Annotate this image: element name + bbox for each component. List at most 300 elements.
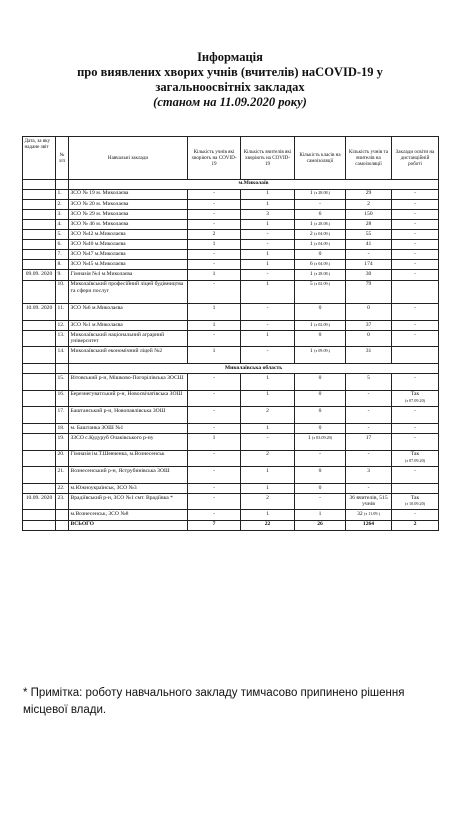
table-row: [23, 230, 439, 240]
total-teachers: 22: [241, 520, 295, 530]
students-sick-cell: -: [188, 209, 241, 219]
covid-report-table: [22, 136, 439, 531]
people-value: -: [367, 484, 370, 491]
school-name-cell: м.Вознесенськ, ЗСО №8: [69, 510, 188, 520]
distance-value: -: [414, 210, 416, 217]
table-row: [23, 304, 439, 321]
report-date-cell: [23, 450, 56, 467]
people-isolation-cell: [346, 433, 392, 450]
distance-value: -: [414, 467, 416, 474]
classes-date-note: (з 02.09.): [314, 321, 331, 327]
report-date-cell: [23, 280, 56, 304]
students-sick-cell: -: [188, 390, 241, 407]
distance-value: -: [414, 434, 416, 441]
classes-value: 0: [318, 374, 322, 381]
title-line-2: про виявлених хворих учнів (вчителів) наCOVID-19 у: [77, 65, 383, 79]
table-header-row: [23, 137, 439, 180]
classes-date-note: (з 04.09.): [314, 261, 331, 267]
table-row: [23, 209, 439, 219]
people-value: 55: [365, 230, 372, 237]
school-name-cell: Березнегуватський р-н, Новосвічатівська ЗОШ: [69, 390, 188, 407]
row-number-cell: 5.: [56, 230, 69, 240]
classes-isolation-cell: [295, 407, 346, 424]
teachers-sick-cell: 1: [241, 199, 295, 209]
classes-isolation-cell: [295, 240, 346, 250]
classes-date-note: (з 03.09.20): [312, 434, 333, 440]
report-date-cell: 10.09. 2020: [23, 304, 56, 321]
students-sick-cell: -: [188, 510, 241, 520]
classes-value: 6: [309, 261, 313, 268]
distance-date-note: (з 07.09.20): [404, 457, 426, 463]
school-name-cell: ЗСО № 20 м. Миколаєва: [69, 199, 188, 209]
distance-learning-cell: [392, 510, 439, 520]
teachers-sick-cell: -: [241, 240, 295, 250]
distance-learning-cell: [392, 467, 439, 484]
distance-learning-cell: [392, 407, 439, 424]
school-name-cell: ЗСО №47 м.Миколаєва: [69, 250, 188, 260]
people-isolation-cell: [346, 330, 392, 347]
table-row: [23, 450, 439, 467]
people-value: 17: [365, 434, 372, 441]
classes-isolation-cell: [295, 423, 346, 433]
table-row: [23, 374, 439, 391]
teachers-sick-cell: -: [241, 433, 295, 450]
classes-value: 1: [309, 240, 313, 247]
distance-value: Так: [410, 391, 420, 398]
people-isolation-cell: [346, 390, 392, 407]
distance-learning-cell: [392, 347, 439, 364]
people-value: 5: [367, 374, 370, 381]
table-row: [23, 407, 439, 424]
classes-value: -: [319, 451, 321, 458]
students-sick-cell: -: [188, 330, 241, 347]
people-value: -: [367, 424, 370, 431]
row-number-cell: 1.: [56, 189, 69, 199]
row-number-cell: 7.: [56, 250, 69, 260]
people-isolation-cell: [346, 260, 392, 270]
teachers-sick-cell: 1: [241, 250, 295, 260]
distance-value: -: [414, 240, 416, 247]
teachers-sick-cell: -: [241, 320, 295, 330]
teachers-sick-cell: 1: [241, 423, 295, 433]
classes-isolation-cell: [295, 347, 346, 364]
distance-value: Так: [410, 451, 420, 458]
teachers-sick-cell: -: [241, 230, 295, 240]
row-number-cell: 6.: [56, 240, 69, 250]
people-isolation-cell: [346, 304, 392, 321]
students-sick-cell: -: [188, 374, 241, 391]
students-sick-cell: 1: [188, 433, 241, 450]
document-title: [0, 50, 460, 110]
report-date-cell: [23, 423, 56, 433]
classes-value: 0: [318, 467, 322, 474]
table-row: [23, 467, 439, 484]
distance-learning-cell: [392, 270, 439, 280]
row-number-cell: 23.: [56, 493, 69, 510]
classes-isolation-cell: [295, 250, 346, 260]
school-name-cell: м. Баштанка ЗОШ №1: [69, 423, 188, 433]
classes-value: 2: [309, 230, 313, 237]
total-distance: 2: [392, 520, 439, 530]
row-number-cell: 3.: [56, 209, 69, 219]
classes-date-note: (з 02.09.): [314, 281, 331, 287]
classes-isolation-cell: [295, 493, 346, 510]
table-row: [23, 390, 439, 407]
people-value: 36 вчителів, 515 учнів: [349, 494, 388, 507]
classes-value: 1: [309, 220, 313, 227]
title-date-line: (станом на 11.09.2020 року): [153, 95, 307, 109]
table-row: [23, 270, 439, 280]
report-date-cell: [23, 347, 56, 364]
distance-value: -: [414, 511, 416, 518]
classes-isolation-cell: [295, 467, 346, 484]
header-distance-learning: Заклади освіти на дистанційній роботі: [392, 137, 439, 180]
distance-learning-cell: [392, 433, 439, 450]
classes-date-note: (з 04.09.): [314, 230, 331, 236]
teachers-sick-cell: 1: [241, 483, 295, 493]
header-people-isolation: Кількість учнів та вчителів на самоізоляції: [346, 137, 392, 180]
header-teachers-sick: Кількість вчителів які хворіють на COVID-19: [241, 137, 295, 180]
people-isolation-cell: [346, 209, 392, 219]
row-number-cell: 15.: [56, 374, 69, 391]
people-value: 0: [367, 304, 370, 311]
classes-isolation-cell: [295, 374, 346, 391]
distance-learning-cell: [392, 320, 439, 330]
people-isolation-cell: [346, 493, 392, 510]
row-number-cell: 16.: [56, 390, 69, 407]
distance-value: -: [414, 321, 416, 328]
total-row: [23, 520, 439, 530]
report-date-cell: 09.09. 2020: [23, 270, 56, 280]
total-students: 7: [188, 520, 241, 530]
people-value: 37: [365, 321, 372, 328]
report-date-cell: 10.09. 2020: [23, 493, 56, 510]
table-row: [23, 280, 439, 304]
row-number-cell: 8.: [56, 260, 69, 270]
distance-learning-cell: [392, 199, 439, 209]
row-number-cell: 20.: [56, 450, 69, 467]
report-date-cell: [23, 230, 56, 240]
classes-value: -: [319, 494, 321, 501]
teachers-sick-cell: 1: [241, 260, 295, 270]
classes-isolation-cell: [295, 330, 346, 347]
teachers-sick-cell: 1: [241, 219, 295, 229]
people-value: 30: [365, 271, 372, 278]
report-date-cell: [23, 240, 56, 250]
row-number-cell: 17.: [56, 407, 69, 424]
school-name-cell: ЗСО №1 м.Миколаєва: [69, 320, 188, 330]
classes-isolation-cell: [295, 230, 346, 240]
people-isolation-cell: [346, 250, 392, 260]
distance-value: -: [414, 200, 416, 207]
table-row: [23, 433, 439, 450]
classes-value: 6: [318, 210, 322, 217]
classes-isolation-cell: [295, 304, 346, 321]
section-title-region: Миколаївська область: [69, 364, 439, 374]
section-title-city: м.Миколаїв: [69, 179, 439, 189]
students-sick-cell: 1: [188, 240, 241, 250]
classes-value: 1: [309, 190, 313, 197]
distance-learning-cell: [392, 423, 439, 433]
row-number-cell: 11.: [56, 304, 69, 321]
people-value: 32: [357, 511, 363, 518]
distance-value: Так: [410, 494, 420, 501]
school-name-cell: Миколаївський економічний ліцей №2: [69, 347, 188, 364]
classes-value: -: [319, 200, 321, 207]
report-date-cell: [23, 510, 56, 520]
students-sick-cell: -: [188, 467, 241, 484]
teachers-sick-cell: 1: [241, 330, 295, 347]
classes-value: 0: [318, 391, 322, 398]
footnote: * Примітка: роботу навчального закладу тимчасово припинено рішення місцевої влади.: [23, 687, 405, 716]
report-date-cell: [23, 320, 56, 330]
total-label: ВСЬОГО: [69, 520, 188, 530]
distance-value: -: [414, 424, 416, 431]
classes-isolation-cell: [295, 189, 346, 199]
report-date-cell: [23, 390, 56, 407]
row-number-cell: 13.: [56, 330, 69, 347]
students-sick-cell: -: [188, 189, 241, 199]
students-sick-cell: -: [188, 199, 241, 209]
students-sick-cell: 1: [188, 304, 241, 321]
distance-value: -: [414, 230, 416, 237]
classes-value: 0: [318, 424, 322, 431]
people-value: 29: [365, 190, 372, 197]
classes-date-note: (з 28.08.): [314, 271, 331, 277]
row-number-cell: 22.: [56, 483, 69, 493]
students-sick-cell: -: [188, 483, 241, 493]
row-number-cell: 10.: [56, 280, 69, 304]
people-value: 28: [365, 220, 372, 227]
school-name-cell: ЗСО №42 м.Миколаєва: [69, 230, 188, 240]
distance-learning-cell: [392, 189, 439, 199]
classes-date-note: (з 28.08.): [314, 220, 331, 226]
students-sick-cell: -: [188, 250, 241, 260]
teachers-sick-cell: -: [241, 270, 295, 280]
people-isolation-cell: [346, 450, 392, 467]
table-row: [23, 219, 439, 229]
people-isolation-cell: [346, 280, 392, 304]
teachers-sick-cell: 1: [241, 189, 295, 199]
title-line-1: Інформація: [197, 50, 263, 64]
report-date-cell: [23, 467, 56, 484]
table-row: [23, 510, 439, 520]
distance-value: -: [414, 374, 416, 381]
row-number-cell: 14.: [56, 347, 69, 364]
distance-learning-cell: [392, 219, 439, 229]
people-value: 79: [365, 281, 372, 288]
table-row: [23, 189, 439, 199]
teachers-sick-cell: 1: [241, 280, 295, 304]
report-date-cell: [23, 250, 56, 260]
classes-value: 1: [318, 511, 322, 518]
header-students-sick: Кількість учнів які хворіють на COVID-19: [188, 137, 241, 180]
distance-learning-cell: [392, 483, 439, 493]
total-people: 1264: [346, 520, 392, 530]
distance-value: -: [414, 331, 416, 338]
distance-learning-cell: [392, 390, 439, 407]
report-date-cell: [23, 260, 56, 270]
distance-value: -: [414, 304, 416, 311]
school-name-cell: ЗСО №45 м.Миколаєва: [69, 260, 188, 270]
distance-learning-cell: [392, 493, 439, 510]
school-name-cell: м.Южноукраїнськ, ЗСО №3: [69, 483, 188, 493]
students-sick-cell: -: [188, 493, 241, 510]
school-name-cell: ЗЗСО с.Кудуруб Очаківського р-ну: [69, 433, 188, 450]
school-name-cell: Гімназія №4 м.Миколаєва: [69, 270, 188, 280]
teachers-sick-cell: 3: [241, 209, 295, 219]
people-value: 41: [365, 240, 372, 247]
teachers-sick-cell: -: [241, 304, 295, 321]
distance-value: -: [414, 190, 416, 197]
row-number-cell: 21.: [56, 467, 69, 484]
report-date-cell: [23, 433, 56, 450]
row-number-cell: 2.: [56, 199, 69, 209]
header-school: Навчальні заклади: [69, 137, 188, 180]
teachers-sick-cell: 1: [241, 374, 295, 391]
people-value: 2: [367, 200, 370, 207]
classes-value: 0: [318, 331, 322, 338]
table-row: [23, 250, 439, 260]
people-isolation-cell: [346, 510, 392, 520]
teachers-sick-cell: 1: [241, 510, 295, 520]
people-value: 0: [367, 331, 370, 338]
distance-learning-cell: [392, 230, 439, 240]
total-num-cell: [56, 520, 69, 530]
distance-value: -: [414, 408, 416, 415]
table-row: [23, 483, 439, 493]
people-value: -: [367, 251, 370, 258]
section-row-city: [23, 179, 439, 189]
people-value: -: [367, 408, 370, 415]
people-isolation-cell: [346, 240, 392, 250]
table-row: [23, 199, 439, 209]
teachers-sick-cell: 1: [241, 467, 295, 484]
classes-isolation-cell: [295, 270, 346, 280]
school-name-cell: ЗСО № 46 м. Миколаєва: [69, 219, 188, 229]
school-name-cell: Баштанський р-н, Новопавлівська ЗОШ: [69, 407, 188, 424]
report-date-cell: [23, 330, 56, 347]
people-value: -: [367, 391, 370, 398]
distance-learning-cell: [392, 330, 439, 347]
table-body: [23, 179, 439, 530]
people-isolation-cell: [346, 467, 392, 484]
distance-learning-cell: [392, 280, 439, 304]
report-date-cell: [23, 407, 56, 424]
people-isolation-cell: [346, 230, 392, 240]
people-isolation-cell: [346, 347, 392, 364]
classes-isolation-cell: [295, 483, 346, 493]
table-row: [23, 330, 439, 347]
classes-isolation-cell: [295, 510, 346, 520]
classes-isolation-cell: [295, 209, 346, 219]
classes-date-note: (з 04.09.): [314, 240, 331, 246]
total-date-cell: [23, 520, 56, 530]
school-name-cell: Миколаївський професійний ліцей будівництва та сфери послуг: [69, 280, 188, 304]
classes-isolation-cell: [295, 219, 346, 229]
classes-isolation-cell: [295, 320, 346, 330]
people-value: 174: [364, 261, 373, 268]
table-row: [23, 493, 439, 510]
table-row: [23, 320, 439, 330]
people-value: 3: [367, 467, 370, 474]
table-row: [23, 423, 439, 433]
distance-learning-cell: [392, 209, 439, 219]
people-value: 150: [364, 210, 373, 217]
classes-isolation-cell: [295, 199, 346, 209]
section-row-region: [23, 364, 439, 374]
students-sick-cell: -: [188, 450, 241, 467]
total-classes: 26: [295, 520, 346, 530]
people-isolation-cell: [346, 483, 392, 493]
students-sick-cell: -: [188, 407, 241, 424]
report-date-cell: [23, 374, 56, 391]
people-date-note: (з 11.09.): [364, 511, 380, 517]
table-row: [23, 260, 439, 270]
students-sick-cell: -: [188, 423, 241, 433]
teachers-sick-cell: -: [241, 347, 295, 364]
distance-learning-cell: [392, 250, 439, 260]
distance-learning-cell: [392, 260, 439, 270]
title-line-3: загальноосвітніх закладах: [155, 80, 305, 94]
distance-learning-cell: [392, 240, 439, 250]
header-date: Дата, за яку надане звіт: [23, 137, 56, 180]
distance-date-note: (з 07.09.20): [404, 397, 426, 403]
distance-value: -: [414, 251, 416, 258]
classes-value: 0: [318, 304, 322, 311]
people-value: -: [367, 451, 370, 458]
classes-value: 1: [309, 321, 313, 328]
distance-value: -: [414, 271, 416, 278]
classes-isolation-cell: [295, 450, 346, 467]
row-number-cell: 9.: [56, 270, 69, 280]
people-isolation-cell: [346, 219, 392, 229]
students-sick-cell: -: [188, 219, 241, 229]
classes-isolation-cell: [295, 433, 346, 450]
classes-date-note: (з 28.08.): [314, 190, 331, 196]
people-isolation-cell: [346, 374, 392, 391]
students-sick-cell: -: [188, 260, 241, 270]
distance-learning-cell: [392, 304, 439, 321]
students-sick-cell: -: [188, 280, 241, 304]
school-name-cell: ЗСО №6 м.Миколаєва: [69, 304, 188, 321]
report-date-cell: [23, 209, 56, 219]
people-isolation-cell: [346, 199, 392, 209]
classes-isolation-cell: [295, 260, 346, 270]
distance-date-note: (з 10.09.20): [404, 500, 426, 506]
teachers-sick-cell: 2: [241, 493, 295, 510]
header-num: № з/п: [56, 137, 69, 180]
teachers-sick-cell: 2: [241, 450, 295, 467]
header-classes-isolation: Кількість класів на самоізоляції: [295, 137, 346, 180]
distance-value: -: [414, 261, 416, 268]
report-date-cell: [23, 199, 56, 209]
school-name-cell: ЗСО №40 м.Миколаєва: [69, 240, 188, 250]
school-name-cell: ЗСО № 29 м. Миколаєва: [69, 209, 188, 219]
classes-value: 0: [318, 251, 322, 258]
distance-learning-cell: [392, 374, 439, 391]
school-name-cell: Вітовський р-н, Мішково-Погорілівська ЗОСШ: [69, 374, 188, 391]
students-sick-cell: 1: [188, 270, 241, 280]
classes-isolation-cell: [295, 280, 346, 304]
school-name-cell: Миколаївський національний аграрний університет: [69, 330, 188, 347]
school-name-cell: Вознесенський р-н, Яструбинівська ЗОШ: [69, 467, 188, 484]
report-date-cell: [23, 219, 56, 229]
school-name-cell: ЗСО № 19 м. Миколаєва: [69, 189, 188, 199]
classes-isolation-cell: [295, 390, 346, 407]
people-value: 31: [365, 348, 372, 355]
row-number-cell: [56, 510, 69, 520]
